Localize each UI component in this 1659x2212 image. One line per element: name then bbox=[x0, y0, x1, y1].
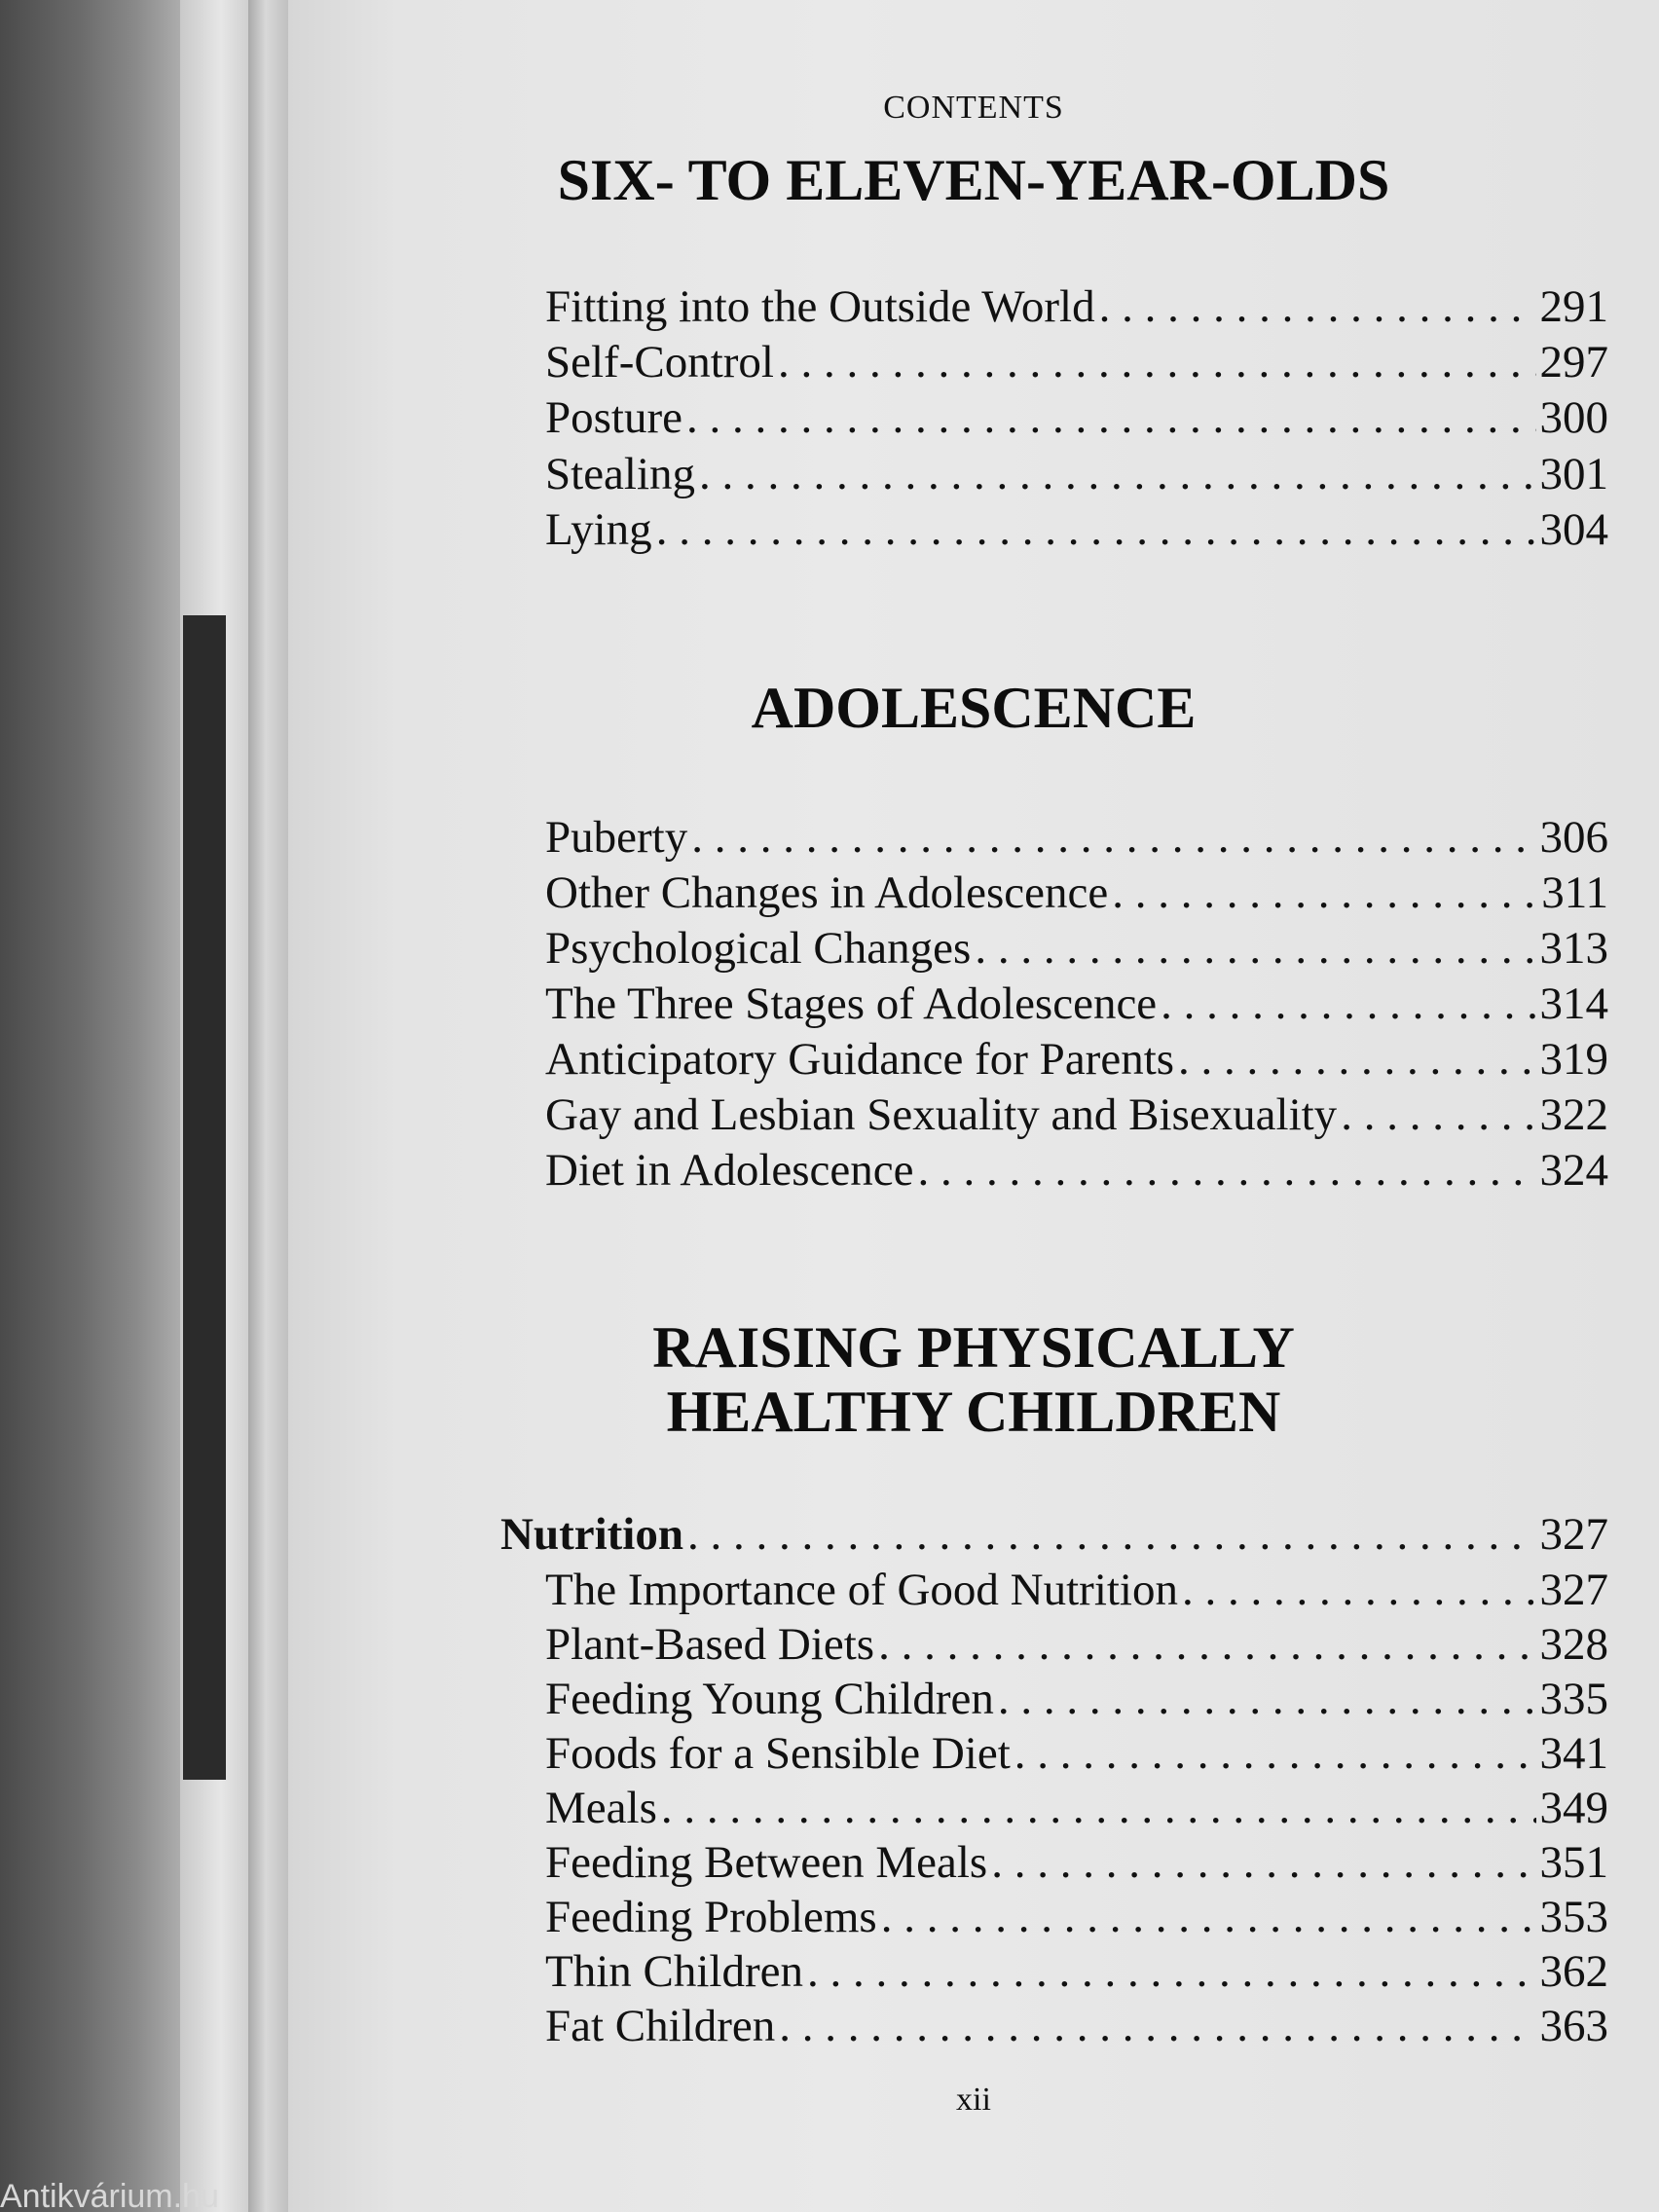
dot-leader bbox=[779, 1999, 1535, 2053]
toc-entry-label: Diet in Adolescence bbox=[545, 1145, 914, 1196]
toc-entry[interactable] bbox=[545, 1944, 1608, 1999]
toc-entry-label: Foods for a Sensible Diet bbox=[545, 1728, 1011, 1779]
toc-entry-page: 319 bbox=[1539, 1034, 1608, 1085]
toc-entry-page: 314 bbox=[1539, 978, 1608, 1029]
toc-entry-page: 322 bbox=[1539, 1089, 1608, 1140]
book-page bbox=[288, 0, 1659, 2212]
dot-leader bbox=[1112, 866, 1537, 920]
toc-entry-page: 349 bbox=[1539, 1783, 1608, 1833]
toc-entry[interactable] bbox=[545, 1781, 1608, 1835]
toc-entry-label: Gay and Lesbian Sexuality and Bisexuality bbox=[545, 1089, 1338, 1140]
section-title-line: RAISING PHYSICALLY bbox=[652, 1315, 1295, 1380]
toc-entry-label: Meals bbox=[545, 1783, 657, 1833]
toc-entry-label: Other Changes in Adolescence bbox=[545, 867, 1109, 918]
toc-entry[interactable] bbox=[545, 866, 1608, 920]
toc-entry-label: Plant-Based Diets bbox=[545, 1619, 875, 1670]
toc-entry[interactable] bbox=[545, 977, 1608, 1031]
toc-entry-page: 341 bbox=[1539, 1728, 1608, 1779]
toc-entry-page: 335 bbox=[1539, 1674, 1608, 1724]
toc-entry[interactable] bbox=[545, 447, 1608, 501]
toc-entry[interactable] bbox=[545, 335, 1608, 389]
page-gutter bbox=[248, 0, 292, 2212]
running-head: CONTENTS bbox=[883, 90, 1064, 126]
dot-leader bbox=[691, 810, 1535, 865]
background-left bbox=[0, 0, 195, 2212]
toc-entry[interactable] bbox=[545, 810, 1608, 865]
section-title-raising-healthy-children bbox=[288, 1315, 1659, 1444]
dot-leader bbox=[1161, 977, 1535, 1031]
toc-entry-page: 306 bbox=[1539, 812, 1608, 863]
watermark: Antikvárium.hu bbox=[0, 2181, 219, 2212]
toc-entry-label: Fat Children bbox=[545, 2001, 776, 2051]
dot-leader bbox=[661, 1781, 1536, 1835]
section-title-six-to-eleven bbox=[288, 148, 1659, 212]
toc-entry-label: Posture bbox=[545, 392, 682, 443]
dot-leader bbox=[1014, 1726, 1536, 1781]
dot-leader bbox=[878, 1617, 1535, 1672]
toc-entry[interactable] bbox=[545, 1143, 1608, 1198]
dot-leader bbox=[1099, 279, 1536, 334]
dot-leader bbox=[991, 1835, 1535, 1890]
section-title-adolescence bbox=[288, 676, 1659, 740]
section-title-line: HEALTHY CHILDREN bbox=[666, 1380, 1281, 1444]
toc-entry-label: Fitting into the Outside World bbox=[545, 281, 1095, 332]
dot-leader bbox=[656, 502, 1536, 557]
page-number: xii bbox=[956, 2082, 991, 2118]
toc-entry-page: 327 bbox=[1539, 1509, 1608, 1560]
toc-entry-label: Thin Children bbox=[545, 1946, 803, 1997]
toc-entry-page: 313 bbox=[1539, 923, 1608, 974]
toc-entry-page: 353 bbox=[1539, 1892, 1608, 1942]
toc-entry[interactable] bbox=[545, 1890, 1608, 1944]
toc-entry-label: Lying bbox=[545, 504, 652, 555]
toc-entry-label: Feeding Between Meals bbox=[545, 1837, 988, 1888]
dot-leader bbox=[1182, 1563, 1536, 1617]
toc-entry-page: 362 bbox=[1539, 1946, 1608, 1997]
toc-entry[interactable] bbox=[545, 1617, 1608, 1672]
toc-entry[interactable] bbox=[545, 1032, 1608, 1087]
section-title-line: SIX- TO ELEVEN-YEAR-OLDS bbox=[557, 148, 1390, 212]
toc-entry-page: 297 bbox=[1539, 337, 1608, 387]
toc-entry[interactable] bbox=[545, 1726, 1608, 1781]
dot-leader bbox=[699, 447, 1535, 501]
dot-leader bbox=[1341, 1088, 1535, 1142]
dot-leader bbox=[686, 390, 1536, 445]
toc-entry[interactable] bbox=[545, 1999, 1608, 2053]
toc-entry-label: Feeding Problems bbox=[545, 1892, 877, 1942]
toc-entry[interactable] bbox=[545, 502, 1608, 557]
toc-entry[interactable] bbox=[545, 279, 1608, 334]
dot-leader bbox=[917, 1143, 1535, 1198]
dot-leader bbox=[998, 1672, 1536, 1726]
toc-entry-label: Feeding Young Children bbox=[545, 1674, 994, 1724]
toc-entry-label: The Three Stages of Adolescence bbox=[545, 978, 1158, 1029]
dot-leader bbox=[807, 1944, 1536, 1999]
toc-entry-label: Stealing bbox=[545, 449, 696, 499]
toc-entry-page: 324 bbox=[1539, 1145, 1608, 1196]
section-title-line: ADOLESCENCE bbox=[751, 676, 1197, 740]
toc-entry-label: Nutrition bbox=[500, 1509, 683, 1560]
toc-entry[interactable] bbox=[545, 1835, 1608, 1890]
toc-entry-label: Self-Control bbox=[545, 337, 774, 387]
dot-leader bbox=[1178, 1032, 1535, 1087]
toc-entry[interactable] bbox=[545, 1563, 1608, 1617]
toc-entry-page: 363 bbox=[1539, 2001, 1608, 2051]
toc-entry-label: Puberty bbox=[545, 812, 688, 863]
toc-entry-page: 327 bbox=[1539, 1565, 1608, 1615]
toc-entry-label: Anticipatory Guidance for Parents bbox=[545, 1034, 1175, 1085]
dot-leader bbox=[778, 335, 1536, 389]
toc-entry-main[interactable] bbox=[500, 1507, 1608, 1562]
toc-entry-page: 311 bbox=[1541, 867, 1608, 918]
dot-leader bbox=[881, 1890, 1536, 1944]
dot-leader bbox=[687, 1507, 1536, 1562]
toc-entry-page: 304 bbox=[1539, 504, 1608, 555]
toc-entry-page: 351 bbox=[1539, 1837, 1608, 1888]
toc-entry[interactable] bbox=[545, 921, 1608, 976]
dot-leader bbox=[975, 921, 1535, 976]
toc-entry-label: Psychological Changes bbox=[545, 923, 972, 974]
toc-entry[interactable] bbox=[545, 1088, 1608, 1142]
toc-entry-page: 301 bbox=[1539, 449, 1608, 499]
toc-entry-page: 328 bbox=[1539, 1619, 1608, 1670]
book-spine-band bbox=[183, 615, 226, 1780]
toc-entry[interactable] bbox=[545, 1672, 1608, 1726]
toc-entry-page: 291 bbox=[1539, 281, 1608, 332]
toc-entry-page: 300 bbox=[1539, 392, 1608, 443]
toc-entry-label: The Importance of Good Nutrition bbox=[545, 1565, 1178, 1615]
toc-entry[interactable] bbox=[545, 390, 1608, 445]
